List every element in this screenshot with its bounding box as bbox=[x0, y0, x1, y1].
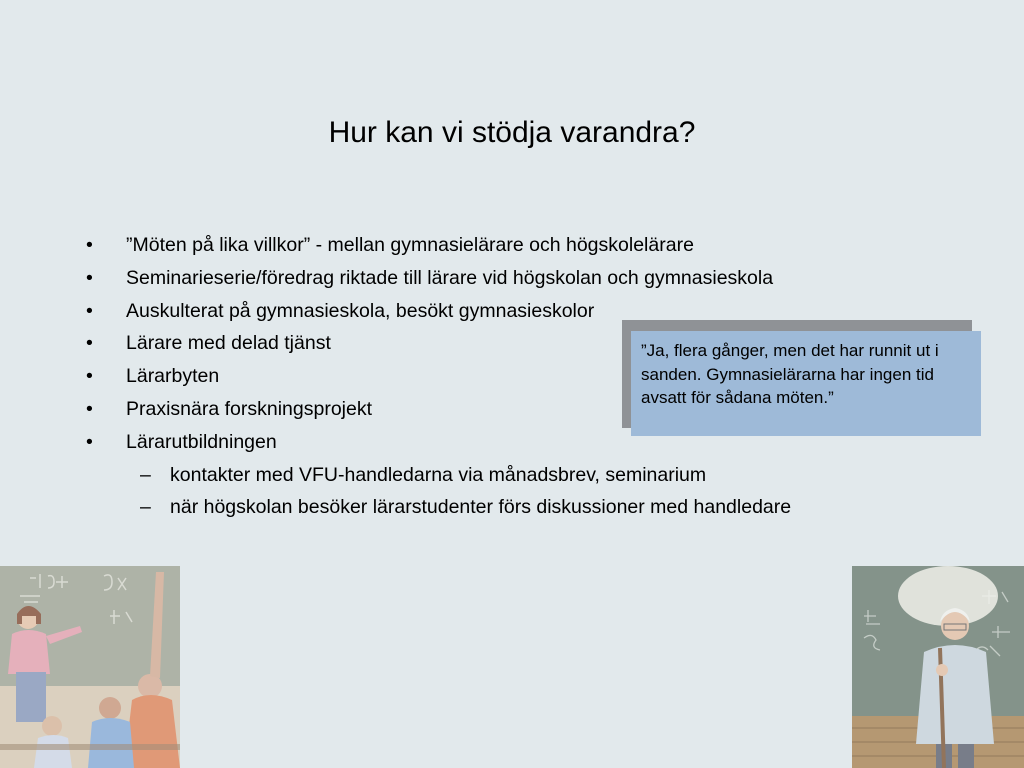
teacher-photo bbox=[852, 566, 1024, 768]
sub-bullet-text: kontakter med VFU-handledarna via månadsbrev, seminarium bbox=[170, 463, 707, 486]
bullet-mark: • bbox=[86, 266, 93, 289]
bullet-mark: • bbox=[86, 397, 93, 420]
bullet-text: Praxisnära forskningsprojekt bbox=[126, 397, 373, 420]
bullet-mark: • bbox=[86, 332, 93, 355]
sub-bullet-item bbox=[86, 491, 791, 524]
bullet-item bbox=[86, 229, 791, 262]
bullet-text: Lärarbyten bbox=[126, 365, 220, 388]
quote-text: ”Ja, flera gånger, men det har runnit ut i sanden. Gymnasielärarna har ingen tid avsatt för sådana möten.” bbox=[641, 341, 939, 407]
bullet-text: Lärarutbildningen bbox=[126, 430, 277, 453]
sub-bullet-text: när högskolan besöker lärarstudenter förs diskussioner med handledare bbox=[170, 496, 792, 519]
sub-bullet-mark: – bbox=[140, 496, 151, 519]
bullet-text: Lärare med delad tjänst bbox=[126, 332, 331, 355]
bullet-mark: • bbox=[86, 430, 93, 453]
slide-title: Hur kan vi stödja varandra? bbox=[328, 116, 696, 149]
bullet-mark: • bbox=[86, 299, 93, 322]
bullet-item bbox=[86, 262, 791, 295]
sub-bullet-mark: – bbox=[140, 463, 151, 486]
quote-callout bbox=[631, 331, 981, 436]
bullet-mark: • bbox=[86, 234, 93, 256]
bullet-mark: • bbox=[86, 365, 93, 388]
classroom-photo bbox=[0, 566, 180, 768]
bullet-text: ”Möten på lika villkor” - mellan gymnasielärare och högskolelärare bbox=[126, 234, 694, 256]
sub-bullet-item bbox=[86, 459, 791, 492]
bullet-text: Auskulterat på gymnasieskola, besökt gymnasieskolor bbox=[126, 299, 595, 322]
bullet-text: Seminarieserie/föredrag riktade till lärare vid högskolan och gymnasieskola bbox=[126, 266, 774, 289]
